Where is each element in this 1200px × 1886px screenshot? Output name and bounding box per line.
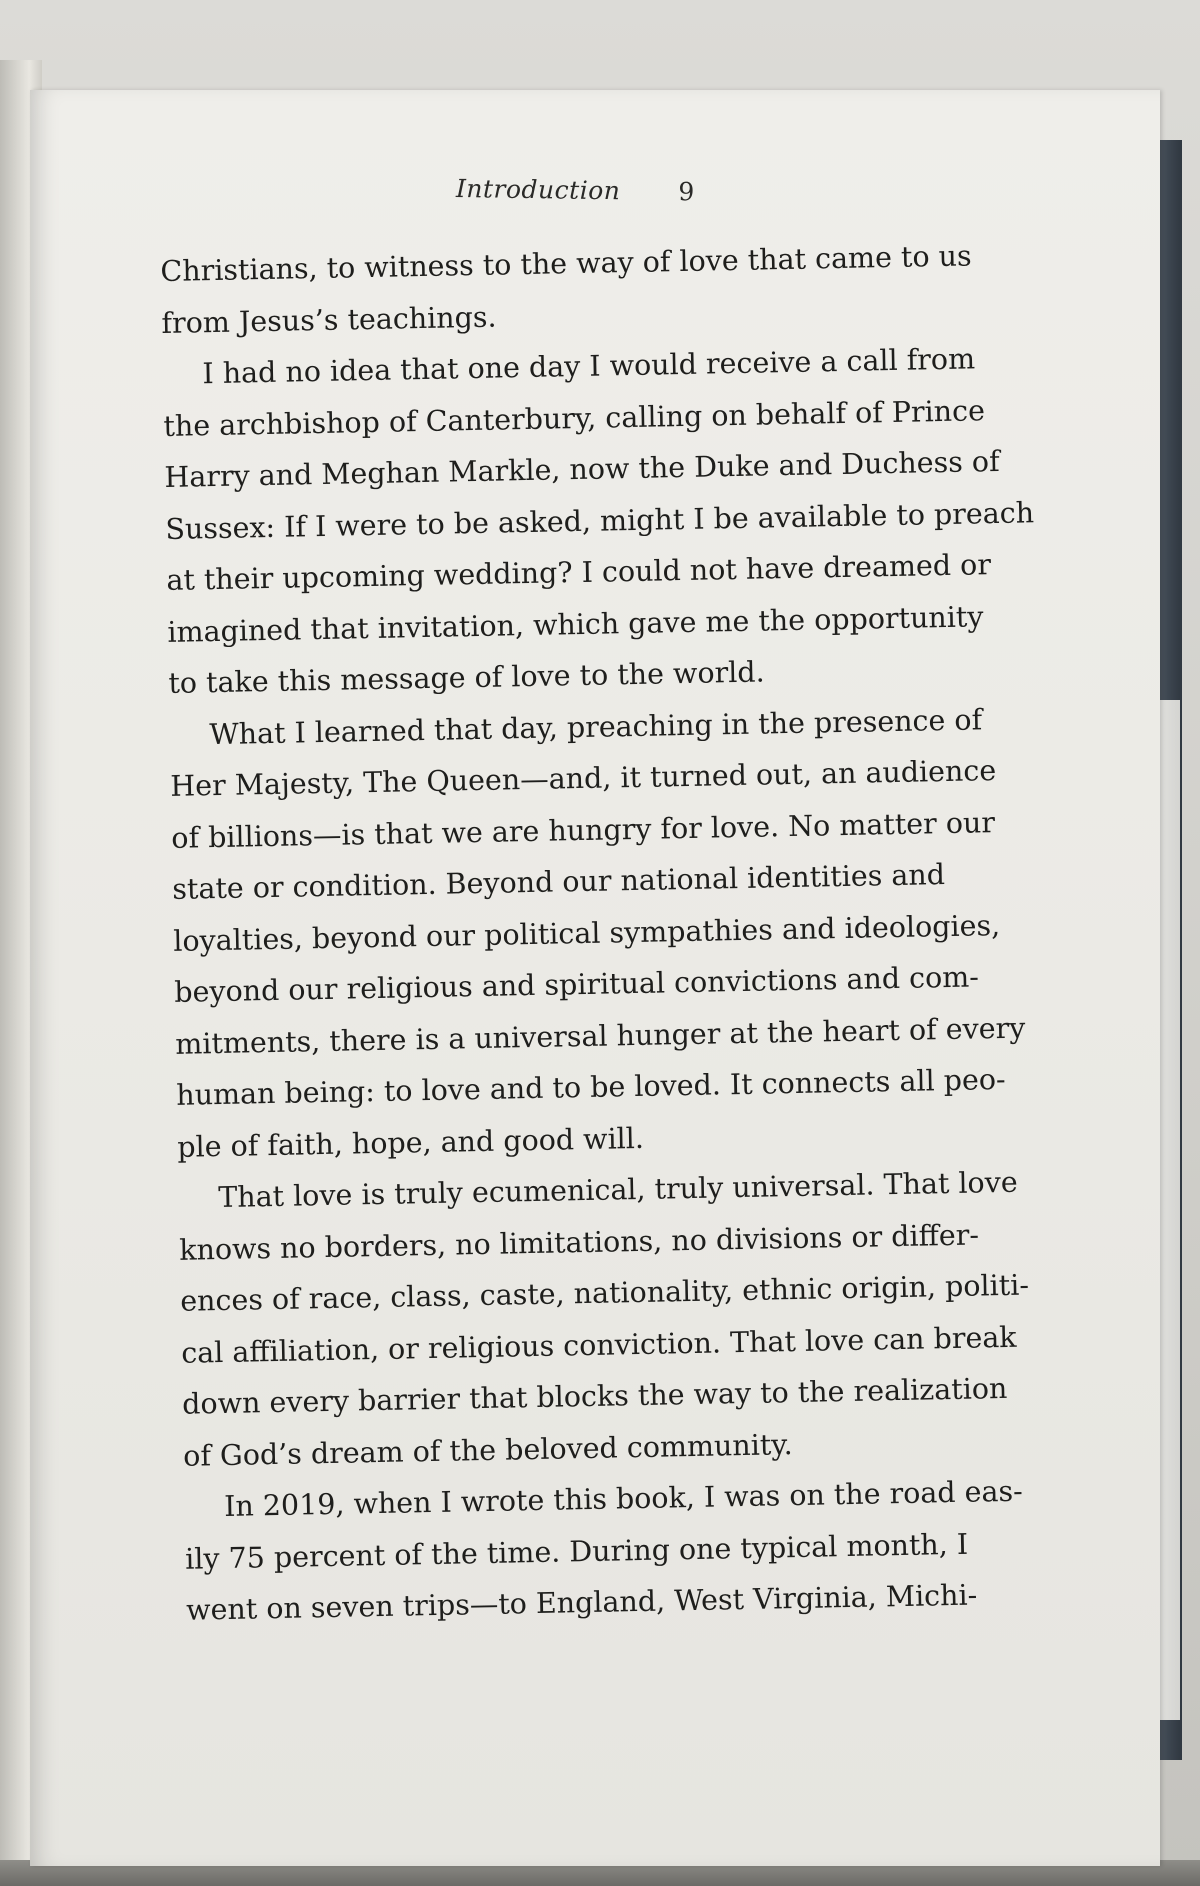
text-line: went on seven trips—to England, West Virginia, Michi- [185,1578,978,1627]
text-line: of billions—is that we are hungry for love. No matter our [171,805,996,855]
text-line: human being: to love and to be loved. It connects all peo- [175,1062,1006,1112]
text-line: ences of race, class, caste, nationality, ethnic origin, politi- [179,1268,1030,1318]
text-line: imagined that invitation, which gave me the opportunity [167,599,984,649]
text-line: loyalties, beyond our political sympathies and ideologies, [173,908,1001,958]
text-line: to take this message of love to the world. [168,655,765,700]
text-line: I had no idea that one day I would receive a call from [202,342,976,391]
text-line: mitments, there is a universal hunger at the heart of every [175,1011,1026,1061]
text-line: state or condition. Beyond our national identities and [172,858,946,906]
section-title: Introduction [455,174,621,206]
text-line: Her Majesty, The Queen—and, it turned out, an audience [170,754,997,803]
text-line: at their upcoming wedding? I could not have dreamed or [166,548,992,597]
page-number: 9 [678,177,695,207]
text-line: What I learned that day, preaching in the presence of [209,702,983,751]
text-line: knows no borders, no limitations, no divisions or differ- [178,1217,980,1267]
running-head [456,174,756,212]
text-line: down every barrier that blocks the way to the realization [181,1371,1008,1421]
text-line: of God’s dream of the beloved community. [182,1427,793,1473]
text-line: Harry and Meghan Markle, now the Duke and Duchess of [164,444,1000,494]
text-line: ily 75 percent of the time. During one typical month, I [184,1527,969,1576]
text-line: from Jesus’s teachings. [161,300,497,340]
text-line: ple of faith, hope, and good will. [176,1121,645,1164]
text-line: Sussex: If I were to be asked, might I be available to preach [165,495,1035,546]
text-line: That love is truly ecumenical, truly universal. That love [217,1165,1018,1215]
text-line: the archbishop of Canterbury, calling on behalf of Prince [163,393,986,443]
text-line: In 2019, when I wrote this book, I was on the road eas- [223,1474,1024,1523]
body-text [160,230,1035,1636]
text-line: cal affiliation, or religious conviction. That love can break [180,1320,1017,1370]
text-line: Christians, to witness to the way of love that came to us [160,239,972,288]
text-line: beyond our religious and spiritual convictions and com- [174,960,980,1009]
